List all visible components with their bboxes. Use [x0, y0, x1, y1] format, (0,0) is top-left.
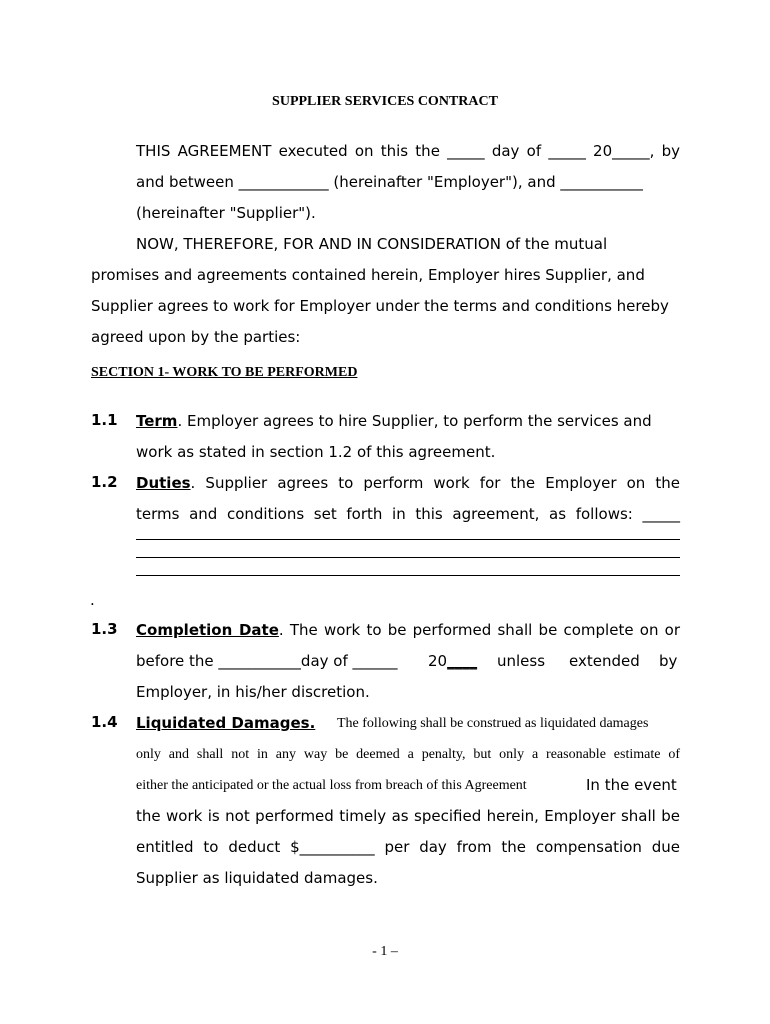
clause-1-4-line-3a: either the anticipated or the actual loss from breach of this Agreement [136, 778, 527, 793]
clause-1-3-line-2b [428, 651, 477, 671]
consideration-line-3: Supplier agrees to work for Employer under the terms and conditions hereby [91, 297, 669, 315]
consideration-line-2: promises and agreements contained herein, Employer hires Supplier, and [91, 266, 645, 284]
blank-line-2 [136, 557, 680, 558]
clause-1-3-word-extended: extended [569, 652, 640, 670]
clause-1-4-number: 1.4 [91, 713, 118, 731]
intro-line-3: (hereinafter "Supplier"). [136, 204, 316, 222]
intro-line-2: and between ____________ (hereinafter "Employer"), and ___________ [136, 173, 643, 191]
blank-line-1 [136, 539, 680, 540]
clause-1-1-line-2: work as stated in section 1.2 of this agreement. [136, 443, 496, 461]
clause-1-3-line-1 [136, 620, 680, 640]
year-blank: ____ [447, 652, 478, 670]
clause-1-3-term: Completion Date [136, 621, 279, 639]
page-number: - 1 – [372, 944, 398, 959]
clause-1-2-line-1 [136, 473, 680, 493]
clause-1-3-number: 1.3 [91, 620, 118, 638]
clause-1-2-text: . Supplier agrees to perform work for the Employer on the [190, 474, 680, 492]
clause-1-2-number: 1.2 [91, 473, 118, 491]
year-prefix: 20 [428, 652, 448, 670]
clause-1-2-term: Duties [136, 474, 191, 492]
section-1-heading: SECTION 1- WORK TO BE PERFORMED [91, 365, 358, 380]
clause-1-2-line-2: terms and conditions set forth in this agreement, as follows: _____ [136, 505, 680, 523]
clause-1-3-word-unless: unless [497, 652, 546, 670]
clause-1-3-word-by: by [659, 652, 678, 670]
blank-line-3 [136, 575, 680, 576]
stray-period: . [90, 591, 95, 609]
document-title: SUPPLIER SERVICES CONTRACT [272, 94, 498, 109]
clause-1-1-number: 1.1 [91, 411, 118, 429]
clause-1-4-line-4: the work is not performed timely as specified herein, Employer shall be [136, 807, 680, 825]
clause-1-1-line-1 [136, 411, 652, 431]
intro-line-1: THIS AGREEMENT executed on this the _____ day of _____ 20_____, by [136, 142, 680, 160]
clause-1-3-line-3: Employer, in his/her discretion. [136, 683, 370, 701]
clause-1-3-line-2a: before the ___________day of ______ [136, 652, 398, 670]
clause-1-4-line-6: Supplier as liquidated damages. [136, 869, 378, 887]
liquidated-damages-term: Liquidated Damages. [136, 714, 316, 732]
clause-1-4-line-3b: In the event [586, 776, 677, 794]
clause-1-3-text: . The work to be performed shall be complete on or [278, 621, 680, 639]
clause-1-4-line-5: entitled to deduct $__________ per day from the compensation due [136, 838, 680, 856]
clause-1-4-term [136, 713, 315, 733]
clause-1-1-term: Term [136, 412, 178, 430]
consideration-line-1: NOW, THEREFORE, FOR AND IN CONSIDERATION of the mutual [136, 235, 608, 253]
consideration-line-4: agreed upon by the parties: [91, 328, 301, 346]
clause-1-1-text: . Employer agrees to hire Supplier, to perform the services and [177, 412, 652, 430]
clause-1-4-line-1: The following shall be construed as liquidated damages [337, 716, 649, 731]
clause-1-4-line-2: only and shall not in any way be deemed a penalty, but only a reasonable estimate of [136, 747, 680, 762]
